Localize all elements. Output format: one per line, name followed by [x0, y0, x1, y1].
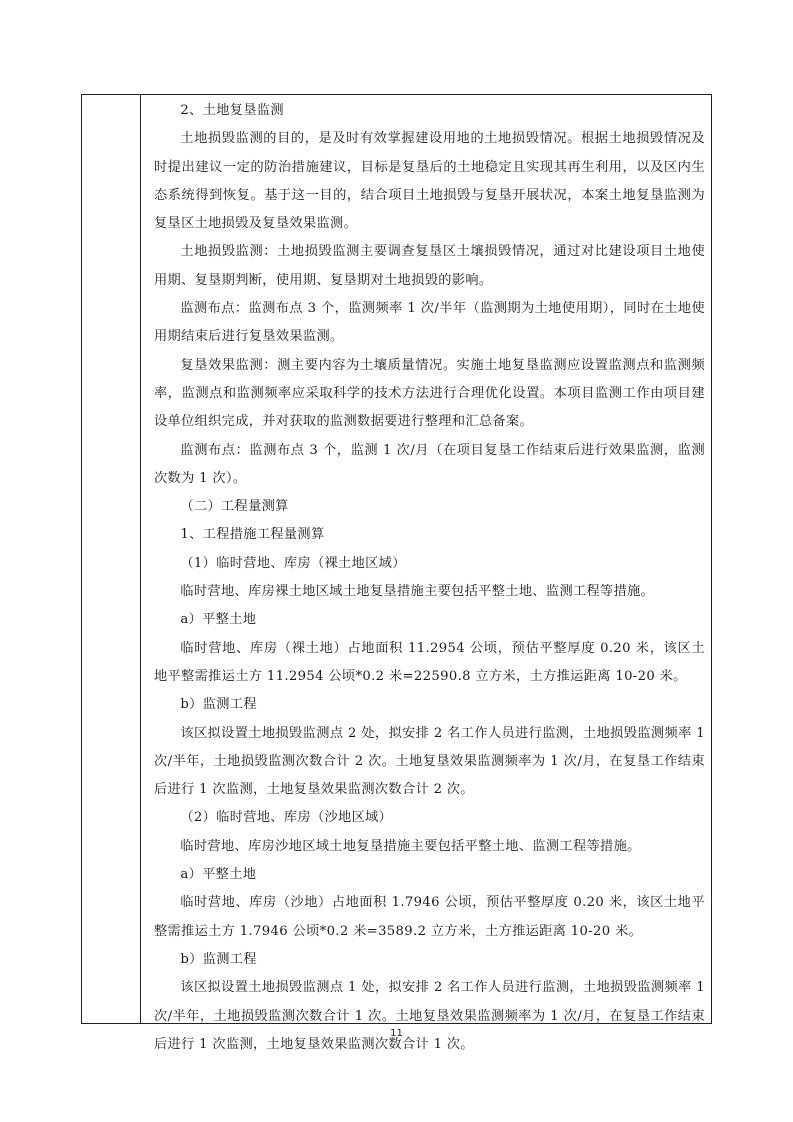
- subheading-bare-land-area: （1）临时营地、库房（裸土地区域）: [180, 555, 406, 571]
- paragraph-effect-monitoring: 复垦效果监测：测主要内容为土壤质量情况。实施土地复垦监测应设置监测点和监测频率，监测点和监测频率应采取科学的技术方法进行合理优化设置。本项目监测工作由项目建设单位组织完成，并对获取的监测数据要进行整理和汇总备案。: [154, 357, 705, 430]
- subheading-sand-land-area: （2）临时营地、库房（沙地区域）: [180, 810, 393, 826]
- paragraph-sand-land-measures: 临时营地、库房沙地区域土地复垦措施主要包括平整土地、监测工程等措施。: [180, 838, 641, 854]
- paragraph-bare-land-measures: 临时营地、库房裸土地区域土地复垦措施主要包括平整土地、监测工程等措施。: [180, 584, 655, 600]
- item-heading-monitoring-works-1: b）监测工程: [180, 697, 257, 713]
- report-table: [81, 94, 712, 1052]
- item-heading-land-leveling-1: a）平整土地: [180, 612, 257, 628]
- section-heading-land-reclamation-monitoring: 2、土地复垦监测: [180, 103, 284, 118]
- item-heading-monitoring-works-2: b）监测工程: [180, 951, 257, 967]
- paragraph-monitoring-points-2: 监测布点：监测布点 3 个，监测 1 次/月（在项目复垦工作结束后进行效果监测，监测次数为 1 次）。: [154, 442, 705, 486]
- label-column: [82, 95, 141, 1023]
- page-number: 11: [390, 1028, 403, 1039]
- paragraph-damage-monitoring: 土地损毁监测：土地损毁监测主要调查复垦区土壤损毁情况，通过对比建设项目土地使用期、复垦期判断，使用期、复垦期对土地损毁的影响。: [154, 244, 705, 288]
- paragraph-land-leveling-2: 临时营地、库房（沙地）占地面积 1.7946 公顷，预估平整厚度 0.20 米，该区土地平整需推运土方 1.7946 公顷*0.2 米=3589.2 立方米，土方推运距离 10-20 米。: [154, 895, 705, 939]
- paragraph-monitoring-purpose: 土地损毁监测的目的，是及时有效掌握建设用地的土地损毁情况。根据土地损毁情况及时提出建议一定的防治措施建议，目标是复垦后的土地稳定且实现其再生利用，以及区内生态系统得到恢复。基于这一目的，结合项目土地损毁与复垦开展状况，本案土地复垦监测为复垦区土地损毁及复垦效果监测。: [154, 131, 705, 232]
- paragraph-land-leveling-1: 临时营地、库房（裸土地）占地面积 11.2954 公顷，预估平整厚度 0.20 米，该区土地平整需推运土方 11.2954 公顷*0.2 米=22590.8 立方米，土方推运距离 10-20 米。: [154, 640, 705, 684]
- subheading-engineering-measures: 1、工程措施工程量测算: [180, 527, 325, 543]
- paragraph-monitoring-works-1: 该区拟设置土地损毁监测点 2 处，拟安排 2 名工作人员进行监测，土地损毁监测频率 1 次/半年，土地损毁监测次数合计 2 次。土地复垦效果监测频率为 1 次/月，在复垦工作结束后进行 1 次监测，土地复垦效果监测次数合计 2 次。: [154, 725, 705, 798]
- paragraph-monitoring-works-2: 该区拟设置土地损毁监测点 1 处，拟安排 2 名工作人员进行监测，土地损毁监测频率 1 次/半年，土地损毁监测次数合计 1 次。土地复垦效果监测频率为 1 次/月，在复垦工作结束后进行 1 次监测，土地复垦效果监测次数合计 1 次。: [154, 980, 705, 1052]
- section-heading-quantity-calculation: （二）工程量测算: [180, 499, 289, 515]
- paragraph-monitoring-points-1: 监测布点：监测布点 3 个，监测频率 1 次/半年（监测期为土地使用期），同时在土地使用期结束后进行复垦效果监测。: [154, 301, 705, 345]
- table-content: [154, 97, 705, 1059]
- item-heading-land-leveling-2: a）平整土地: [180, 867, 257, 883]
